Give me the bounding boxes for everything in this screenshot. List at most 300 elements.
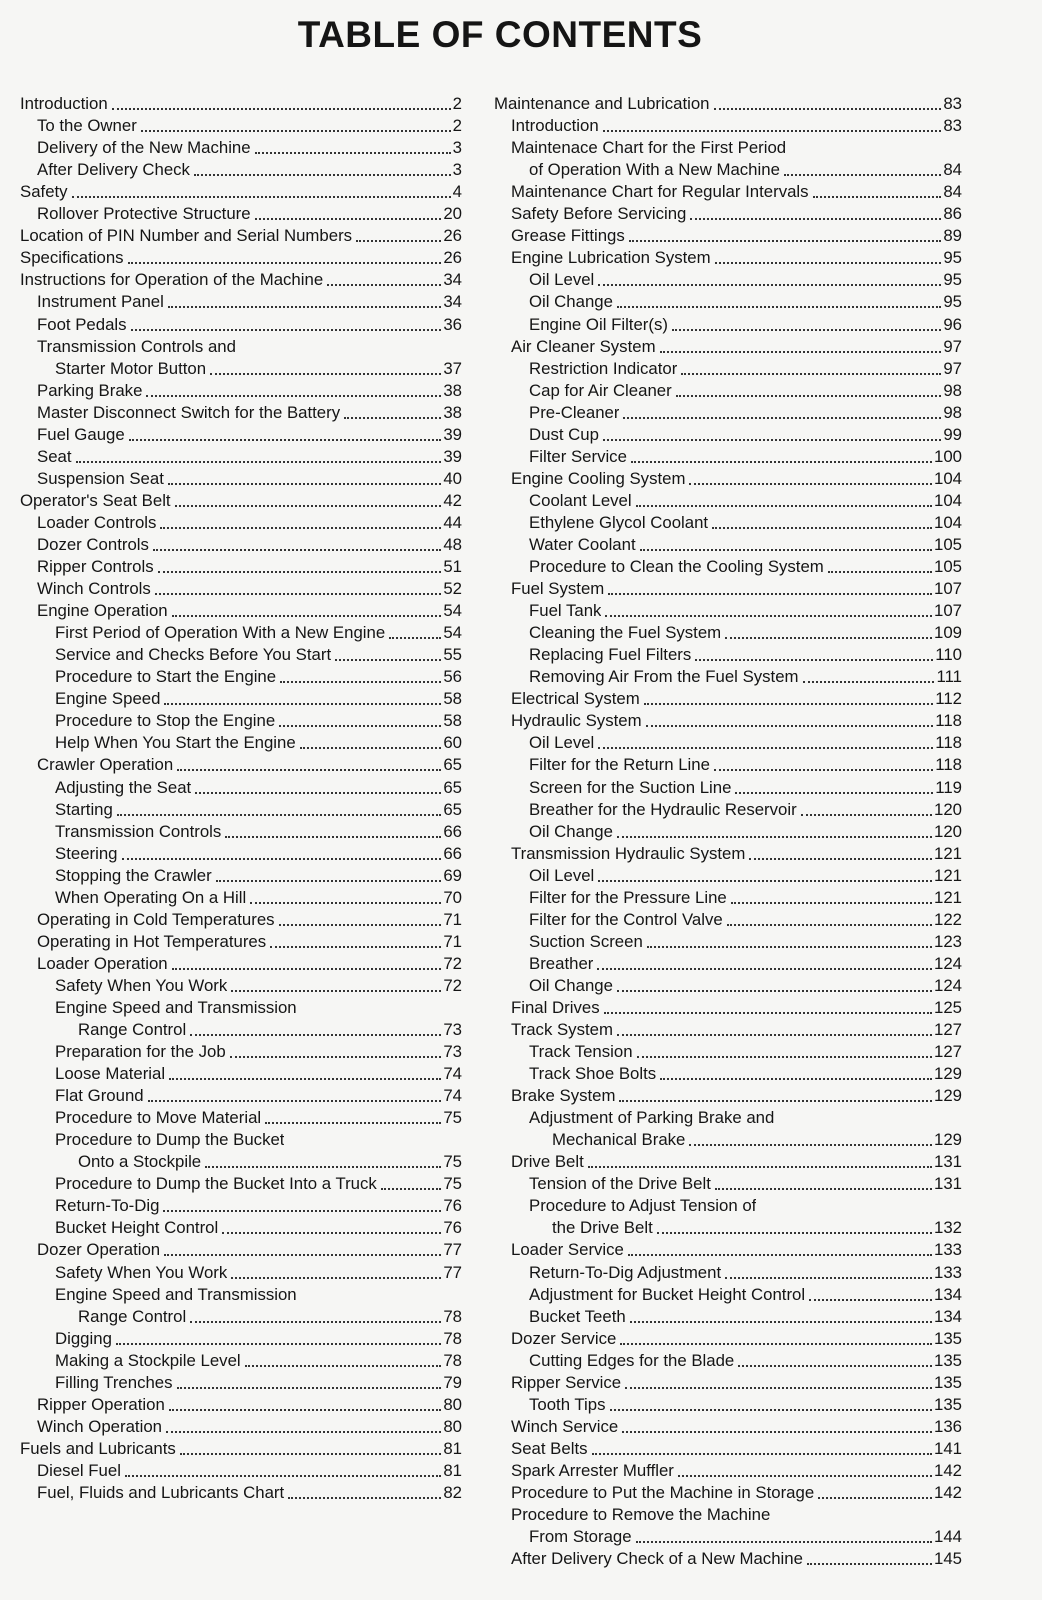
dot-leader xyxy=(160,526,441,529)
toc-entry-page: 81 xyxy=(443,1460,462,1480)
toc-entry-title: Track Tension xyxy=(529,1042,633,1062)
toc-entry-title: To the Owner xyxy=(37,116,137,136)
toc-entry xyxy=(20,1327,462,1349)
toc-entry xyxy=(494,379,962,401)
toc-entry-page: 73 xyxy=(443,1020,462,1040)
toc-entry-page: 4 xyxy=(452,182,462,202)
dot-leader xyxy=(598,879,932,882)
toc-entry-title: Operating in Cold Temperatures xyxy=(37,909,275,929)
toc-entry-title: Flat Ground xyxy=(55,1086,144,1106)
toc-entry-title: Dozer Service xyxy=(511,1328,617,1348)
toc-entry-title: Procedure to Move Material xyxy=(55,1108,262,1128)
toc-entry-title: Spark Arrester Muffler xyxy=(511,1460,674,1480)
dot-leader xyxy=(592,1452,933,1455)
toc-entry-page: 122 xyxy=(934,909,962,929)
toc-entry-title: of Operation With a New Machine xyxy=(529,160,780,180)
dot-leader xyxy=(630,1320,932,1323)
toc-entry-title: Procedure to Dump the Bucket xyxy=(55,1130,285,1150)
toc-entry xyxy=(494,489,962,511)
toc-entry xyxy=(494,1260,962,1282)
toc-entry-page: 78 xyxy=(443,1350,462,1370)
toc-entry-title: Tooth Tips xyxy=(529,1394,606,1414)
toc-entry xyxy=(20,180,462,202)
toc-entry-page: 111 xyxy=(936,667,962,687)
dot-leader xyxy=(169,1077,441,1080)
toc-entry-title: Filter for the Control Valve xyxy=(529,909,723,929)
dot-leader xyxy=(131,328,442,331)
toc-entry-page: 98 xyxy=(943,402,962,422)
toc-entry-title: Starter Motor Button xyxy=(55,358,207,378)
toc-entry-title: Dozer Operation xyxy=(37,1240,161,1260)
toc-entry-title: Diesel Fuel xyxy=(37,1460,121,1480)
toc-entry-title: Fuel Tank xyxy=(529,601,602,621)
toc-entry-page: 78 xyxy=(443,1306,462,1326)
toc-entry-title: Transmission Hydraulic System xyxy=(511,843,746,863)
toc-entry xyxy=(20,290,462,312)
toc-entry xyxy=(494,996,962,1018)
dot-leader xyxy=(190,1033,441,1036)
toc-entry-title: Hydraulic System xyxy=(511,711,642,731)
dot-leader xyxy=(146,394,441,397)
toc-entry xyxy=(20,974,462,996)
toc-entry-title: Loose Material xyxy=(55,1064,166,1084)
toc-entry-page: 119 xyxy=(935,777,962,797)
toc-entry-page: 96 xyxy=(943,314,962,334)
toc-entry xyxy=(20,1018,462,1040)
toc-entry-page: 104 xyxy=(934,512,962,532)
toc-entry xyxy=(20,1172,462,1194)
dot-leader xyxy=(210,372,441,375)
toc-entry xyxy=(20,136,462,158)
dot-leader xyxy=(828,570,932,573)
dot-leader xyxy=(381,1187,442,1190)
toc-entry xyxy=(494,1172,962,1194)
dot-leader xyxy=(300,746,442,749)
toc-entry-page: 58 xyxy=(443,689,462,709)
toc-entry-page: 129 xyxy=(934,1064,962,1084)
toc-entry-page: 65 xyxy=(443,799,462,819)
toc-entry-title: Procedure to Remove the Machine xyxy=(511,1505,771,1525)
dot-leader xyxy=(598,283,941,286)
dot-leader xyxy=(622,1430,932,1433)
toc-entry xyxy=(494,798,962,820)
dot-leader xyxy=(195,791,441,794)
toc-entry-title: Winch Service xyxy=(511,1416,619,1436)
dot-leader xyxy=(288,1496,441,1499)
toc-entry-title: Steering xyxy=(55,843,118,863)
toc-entry-page: 98 xyxy=(943,380,962,400)
toc-entry-page: 129 xyxy=(934,1086,962,1106)
toc-entry-page: 34 xyxy=(443,270,462,290)
toc-entry-page: 89 xyxy=(943,226,962,246)
toc-entry-page: 80 xyxy=(443,1416,462,1436)
toc-entry xyxy=(494,1437,962,1459)
toc-entry xyxy=(494,136,962,158)
toc-entry-page: 107 xyxy=(934,579,962,599)
toc-entry-title: Transmission Controls xyxy=(55,821,222,841)
toc-entry xyxy=(494,246,962,268)
toc-entry-title: Final Drives xyxy=(511,997,600,1017)
toc-entry-page: 134 xyxy=(934,1306,962,1326)
toc-entry-page: 125 xyxy=(934,997,962,1017)
toc-entry-title: Replacing Fuel Filters xyxy=(529,645,692,665)
toc-entry xyxy=(20,379,462,401)
toc-entry-page: 141 xyxy=(934,1438,962,1458)
toc-entry-page: 73 xyxy=(443,1042,462,1062)
toc-entry-title: Seat Belts xyxy=(511,1438,588,1458)
toc-entry xyxy=(494,1106,962,1128)
toc-entry-page: 131 xyxy=(934,1152,962,1172)
toc-entry xyxy=(494,224,962,246)
dot-leader xyxy=(676,394,942,397)
toc-entry-title: Fuel Gauge xyxy=(37,424,125,444)
dot-leader xyxy=(628,1253,932,1256)
toc-entry-page: 120 xyxy=(934,821,962,841)
toc-entry-page: 56 xyxy=(443,667,462,687)
dot-leader xyxy=(657,1231,932,1234)
toc-entry-title: Procedure to Dump the Bucket Into a Truck xyxy=(55,1174,377,1194)
toc-entry-page: 78 xyxy=(443,1328,462,1348)
toc-entry-title: Safety When You Work xyxy=(55,975,228,995)
toc-entry-page: 3 xyxy=(452,138,462,158)
dot-leader xyxy=(636,504,932,507)
toc-entry-title: Foot Pedals xyxy=(37,314,127,334)
toc-entry-title: Filter for the Pressure Line xyxy=(529,887,727,907)
toc-entry-page: 38 xyxy=(443,402,462,422)
dot-leader xyxy=(128,261,442,264)
toc-entry xyxy=(20,1415,462,1437)
toc-entry xyxy=(494,335,962,357)
toc-entry-title: Instrument Panel xyxy=(37,292,164,312)
toc-entry xyxy=(494,974,962,996)
toc-entry xyxy=(494,1194,962,1216)
toc-entry-page: 54 xyxy=(443,623,462,643)
toc-entry-page: 104 xyxy=(934,490,962,510)
toc-entry-title: Air Cleaner System xyxy=(511,336,656,356)
dot-leader xyxy=(608,592,932,595)
dot-leader xyxy=(598,746,933,749)
toc-entry xyxy=(20,114,462,136)
toc-entry xyxy=(494,1371,962,1393)
toc-entry-page: 70 xyxy=(443,887,462,907)
toc-entry-page: 107 xyxy=(934,601,962,621)
toc-right-column xyxy=(494,92,962,1569)
toc-entry-page: 26 xyxy=(443,248,462,268)
toc-entry-title: First Period of Operation With a New Engine xyxy=(55,623,386,643)
toc-entry-title: Oil Change xyxy=(529,292,613,312)
toc-entry xyxy=(494,312,962,334)
toc-entry-page: 38 xyxy=(443,380,462,400)
toc-entry-page: 74 xyxy=(443,1064,462,1084)
toc-entry-title: Cutting Edges for the Blade xyxy=(529,1350,735,1370)
dot-leader xyxy=(801,813,932,816)
toc-entry-page: 60 xyxy=(443,733,462,753)
toc-entry xyxy=(494,290,962,312)
toc-entry-page: 134 xyxy=(934,1284,962,1304)
toc-entry-title: Crawler Operation xyxy=(37,755,174,775)
dot-leader xyxy=(731,901,932,904)
toc-entry-page: 95 xyxy=(943,292,962,312)
toc-entry xyxy=(494,1503,962,1525)
toc-entry xyxy=(20,1260,462,1282)
toc-entry-title: Track Shoe Bolts xyxy=(529,1064,657,1084)
dot-leader xyxy=(250,901,441,904)
dot-leader xyxy=(270,945,441,948)
toc-entry xyxy=(494,92,962,114)
toc-entry xyxy=(494,1216,962,1238)
dot-leader xyxy=(205,1165,441,1168)
toc-entry-title: Maintenance Chart for Regular Intervals xyxy=(511,182,809,202)
toc-entry-page: 142 xyxy=(934,1483,962,1502)
dot-leader xyxy=(216,879,442,882)
toc-entry-title: Onto a Stockpile xyxy=(78,1152,202,1172)
toc-entry xyxy=(20,1283,462,1305)
toc-entry-page: 81 xyxy=(443,1438,462,1458)
toc-entry-page: 144 xyxy=(934,1527,962,1547)
toc-entry xyxy=(494,1128,962,1150)
toc-entry-title: Engine Speed and Transmission xyxy=(55,997,297,1017)
toc-entry xyxy=(20,92,462,114)
toc-entry-page: 95 xyxy=(943,248,962,268)
toc-entry xyxy=(20,1194,462,1216)
toc-entry-page: 66 xyxy=(443,821,462,841)
toc-entry-page: 145 xyxy=(934,1549,962,1569)
dot-leader xyxy=(141,129,451,132)
toc-entry-title: Restriction Indicator xyxy=(529,358,678,378)
dot-leader xyxy=(640,548,932,551)
toc-entry-title: Winch Controls xyxy=(37,579,151,599)
dot-leader xyxy=(225,835,441,838)
dot-leader xyxy=(714,768,933,771)
toc-entry xyxy=(20,577,462,599)
toc-entry-title: Ethylene Glycol Coolant xyxy=(529,512,709,532)
toc-entry xyxy=(20,820,462,842)
toc-entry-page: 54 xyxy=(443,601,462,621)
toc-entry-title: After Delivery Check of a New Machine xyxy=(511,1549,803,1569)
toc-entry-title: Preparation for the Job xyxy=(55,1042,226,1062)
toc-entry-title: Mechanical Brake xyxy=(552,1130,686,1150)
dot-leader xyxy=(712,526,932,529)
toc-entry xyxy=(494,1349,962,1371)
toc-entry-page: 39 xyxy=(443,446,462,466)
toc-entry-title: Procedure to Adjust Tension of xyxy=(529,1196,757,1216)
toc-entry xyxy=(494,1150,962,1172)
toc-entry-title: Fuel System xyxy=(511,579,605,599)
toc-entry-page: 75 xyxy=(443,1108,462,1128)
toc-entry-page: 97 xyxy=(943,358,962,378)
toc-entry-page: 69 xyxy=(443,865,462,885)
toc-entry xyxy=(20,268,462,290)
dot-leader xyxy=(631,460,932,463)
toc-entry-title: Procedure to Stop the Engine xyxy=(55,711,276,731)
toc-entry-page: 83 xyxy=(943,94,962,114)
toc-entry-title: Delivery of the New Machine xyxy=(37,138,251,158)
toc-entry xyxy=(494,114,962,136)
toc-entry xyxy=(20,533,462,555)
toc-entry xyxy=(20,621,462,643)
toc-entry-title: Engine Speed and Transmission xyxy=(55,1284,297,1304)
dot-leader xyxy=(803,680,935,683)
toc-entry-title: Fuels and Lubricants xyxy=(20,1438,176,1458)
toc-entry-title: Ripper Controls xyxy=(37,557,154,577)
toc-entry-page: 129 xyxy=(934,1130,962,1150)
toc-entry-page: 118 xyxy=(935,711,962,731)
toc-entry-page: 118 xyxy=(935,755,962,775)
toc-entry-page: 124 xyxy=(934,953,962,973)
toc-entry-page: 112 xyxy=(935,689,962,709)
toc-entry xyxy=(494,731,962,753)
toc-entry xyxy=(494,202,962,224)
toc-entry-title: Loader Controls xyxy=(37,512,157,532)
dot-leader xyxy=(623,416,941,419)
dot-leader xyxy=(809,1298,932,1301)
toc-entry-page: 121 xyxy=(934,887,962,907)
dot-leader xyxy=(619,1099,932,1102)
toc-entry xyxy=(494,908,962,930)
toc-entry xyxy=(494,952,962,974)
dot-leader xyxy=(356,239,441,242)
dot-leader xyxy=(725,1276,932,1279)
toc-entry xyxy=(20,158,462,180)
dot-leader xyxy=(255,151,451,154)
dot-leader xyxy=(784,173,941,176)
toc-entry-title: Range Control xyxy=(78,1306,187,1326)
toc-entry-title: Digging xyxy=(55,1328,112,1348)
toc-entry-title: Return-To-Dig xyxy=(55,1196,160,1216)
toc-entry-title: Oil Change xyxy=(529,975,613,995)
dot-leader xyxy=(660,350,942,353)
toc-entry xyxy=(494,599,962,621)
toc-entry xyxy=(20,1084,462,1106)
dot-leader xyxy=(255,217,442,220)
toc-entry-page: 118 xyxy=(935,733,962,753)
toc-entry xyxy=(494,423,962,445)
toc-entry xyxy=(494,709,962,731)
toc-entry xyxy=(494,1062,962,1084)
dot-leader xyxy=(636,1540,932,1543)
toc-entry-title: Track System xyxy=(511,1020,613,1040)
toc-entry xyxy=(20,1481,462,1503)
toc-entry xyxy=(20,1106,462,1128)
toc-entry xyxy=(494,1283,962,1305)
toc-entry-page: 2 xyxy=(452,116,462,136)
dot-leader xyxy=(672,328,941,331)
dot-leader xyxy=(335,658,441,661)
toc-entry xyxy=(20,643,462,665)
toc-entry-page: 135 xyxy=(934,1372,962,1392)
toc-entry xyxy=(20,1393,462,1415)
toc-entry-title: Dozer Controls xyxy=(37,534,149,554)
dot-leader xyxy=(175,504,442,507)
toc-entry-page: 109 xyxy=(934,623,962,643)
toc-entry xyxy=(20,886,462,908)
dot-leader xyxy=(813,195,942,198)
toc-entry-page: 135 xyxy=(934,1394,962,1414)
toc-entry-title: Location of PIN Number and Serial Numbers xyxy=(20,226,353,246)
toc-entry-title: Ripper Service xyxy=(511,1372,622,1392)
toc-entry xyxy=(20,1305,462,1327)
dot-leader xyxy=(620,1342,932,1345)
toc-entry-page: 66 xyxy=(443,843,462,863)
dot-leader xyxy=(344,416,441,419)
toc-entry xyxy=(20,1040,462,1062)
toc-entry-page: 132 xyxy=(934,1218,962,1238)
toc-entry-page: 95 xyxy=(943,270,962,290)
dot-leader xyxy=(603,129,942,132)
toc-entry-page: 104 xyxy=(934,468,962,488)
toc-entry-page: 100 xyxy=(934,446,962,466)
toc-entry-title: Introduction xyxy=(20,94,108,114)
dot-leader xyxy=(166,1430,441,1433)
toc-entry xyxy=(20,930,462,952)
dot-leader xyxy=(168,482,441,485)
toc-entry-title: Operating in Hot Temperatures xyxy=(37,931,267,951)
toc-entry-title: Drive Belt xyxy=(511,1152,584,1172)
toc-entry-page: 110 xyxy=(935,645,962,665)
dot-leader xyxy=(749,857,932,860)
dot-leader xyxy=(681,372,941,375)
toc-entry-title: Tension of the Drive Belt xyxy=(529,1174,711,1194)
toc-entry xyxy=(494,643,962,665)
toc-entry xyxy=(494,1393,962,1415)
toc-entry-title: Service and Checks Before You Start xyxy=(55,645,332,665)
toc-entry-title: Return-To-Dig Adjustment xyxy=(529,1262,722,1282)
toc-entry-page: 2 xyxy=(452,94,462,114)
toc-entry-page: 123 xyxy=(934,931,962,951)
dot-leader xyxy=(689,1143,932,1146)
dot-leader xyxy=(617,1033,932,1036)
toc-entry-page: 82 xyxy=(443,1483,462,1502)
toc-entry xyxy=(20,357,462,379)
toc-entry xyxy=(494,357,962,379)
toc-entry-title: Electrical System xyxy=(511,689,640,709)
toc-entry-title: Specifications xyxy=(20,248,124,268)
toc-entry-title: Fuel, Fluids and Lubricants Chart xyxy=(37,1483,285,1502)
toc-entry-title: Bucket Teeth xyxy=(529,1306,626,1326)
dot-leader xyxy=(190,1320,441,1323)
toc-entry-page: 42 xyxy=(443,490,462,510)
toc-entry-page: 65 xyxy=(443,755,462,775)
toc-entry-page: 136 xyxy=(934,1416,962,1436)
toc-entry-title: Adjustment for Bucket Height Control xyxy=(529,1284,806,1304)
toc-entry-title: Breather for the Hydraulic Reservoir xyxy=(529,799,797,819)
toc-entry-page: 44 xyxy=(443,512,462,532)
toc-entry xyxy=(20,687,462,709)
toc-entry-title: Bucket Height Control xyxy=(55,1218,219,1238)
toc-entry-page: 135 xyxy=(934,1350,962,1370)
dot-leader xyxy=(112,107,451,110)
dot-leader xyxy=(605,614,932,617)
toc-entry-title: Operator's Seat Belt xyxy=(20,490,171,510)
toc-entry-page: 34 xyxy=(443,292,462,312)
toc-entry xyxy=(494,753,962,775)
dot-leader xyxy=(125,1474,441,1477)
dot-leader xyxy=(158,570,442,573)
dot-leader xyxy=(164,702,441,705)
dot-leader xyxy=(231,989,441,992)
toc-entry xyxy=(20,1437,462,1459)
toc-entry-page: 127 xyxy=(934,1042,962,1062)
toc-entry-page: 79 xyxy=(443,1372,462,1392)
toc-entry xyxy=(494,1481,962,1503)
toc-entry-title: Loader Service xyxy=(511,1240,624,1260)
dot-leader xyxy=(155,592,442,595)
toc-entry-title: Screen for the Suction Line xyxy=(529,777,732,797)
toc-entry-title: Removing Air From the Fuel System xyxy=(529,667,799,687)
toc-entry xyxy=(494,180,962,202)
toc-entry-page: 48 xyxy=(443,534,462,554)
toc-entry xyxy=(494,268,962,290)
